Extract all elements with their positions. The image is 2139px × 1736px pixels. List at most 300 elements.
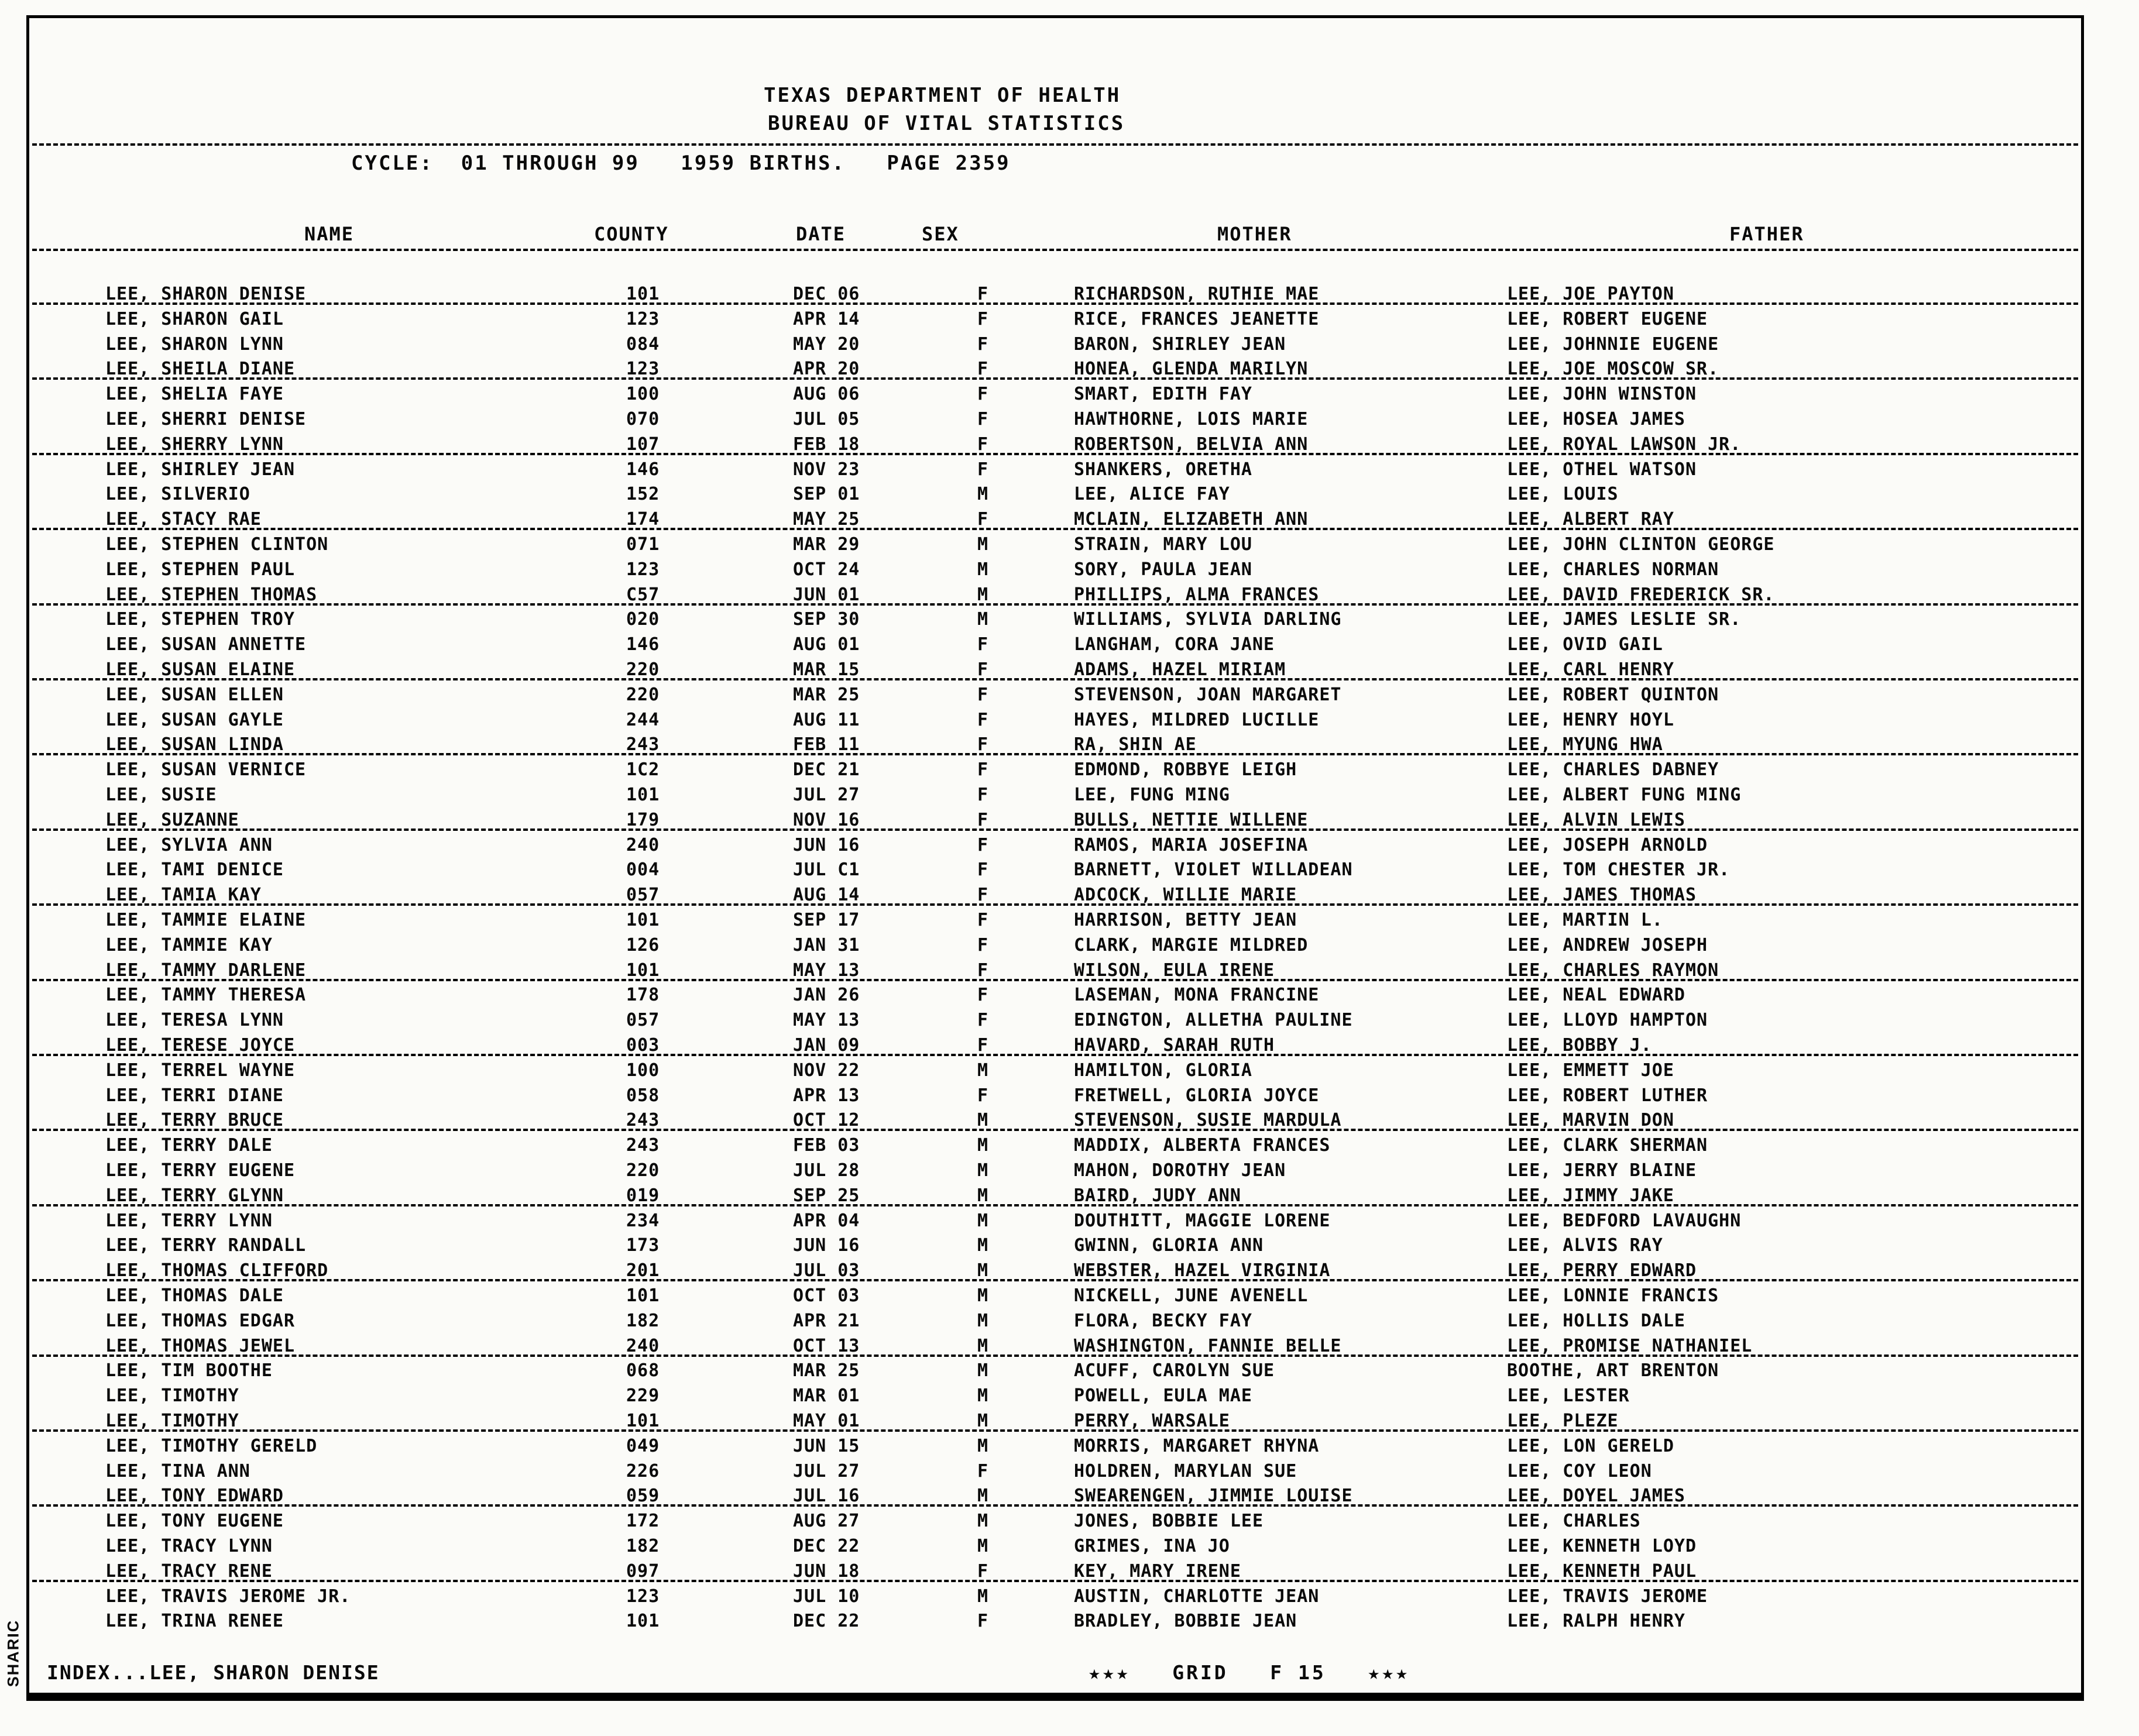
cell-father: LEE, CHARLES RAYMON	[1507, 960, 1719, 981]
cell-sex: F	[977, 759, 989, 781]
cell-mother: EDMOND, ROBBYE LEIGH	[1074, 759, 1297, 781]
table-row	[32, 532, 2078, 557]
table-row	[32, 1208, 2078, 1233]
cell-date: APR 20	[793, 359, 860, 380]
cell-date: MAR 01	[793, 1386, 860, 1407]
cell-county: 174	[626, 509, 660, 530]
table-row	[32, 958, 2078, 983]
cell-county: 240	[626, 834, 660, 855]
header-divider-line	[32, 143, 2078, 146]
cell-county: 226	[626, 1460, 660, 1481]
cell-name: LEE, SUSAN LINDA	[105, 734, 284, 755]
table-row	[32, 1058, 2078, 1083]
cell-father: LEE, LOUIS	[1507, 484, 1619, 505]
cell-date: APR 21	[793, 1310, 860, 1331]
col-header-date: DATE	[796, 223, 846, 245]
cell-mother: LASEMAN, MONA FRANCINE	[1074, 985, 1320, 1006]
cell-mother: MCLAIN, ELIZABETH ANN	[1074, 509, 1309, 530]
cell-county: 240	[626, 1335, 660, 1356]
cell-sex: F	[977, 834, 989, 855]
cell-county: 101	[626, 960, 660, 981]
cell-sex: F	[977, 459, 989, 480]
cell-name: LEE, SUSAN ANNETTE	[105, 634, 307, 655]
cell-county: 243	[626, 734, 660, 755]
cell-father: LEE, ALVIN LEWIS	[1507, 809, 1685, 830]
cell-name: LEE, TRINA RENEE	[105, 1611, 284, 1632]
cell-county: 084	[626, 334, 660, 355]
cell-county: 201	[626, 1260, 660, 1281]
cell-mother: WILLIAMS, SYLVIA DARLING	[1074, 609, 1342, 630]
cell-name: LEE, TAMMY DARLENE	[105, 960, 307, 981]
cell-date: MAR 29	[793, 534, 860, 555]
cell-date: JUN 01	[793, 584, 860, 605]
cell-name: LEE, SHERRY LYNN	[105, 434, 284, 455]
cell-name: LEE, TRACY RENE	[105, 1560, 273, 1582]
cell-county: 173	[626, 1235, 660, 1256]
table-row	[32, 307, 2078, 332]
cell-date: JUL 28	[793, 1160, 860, 1181]
cell-sex: M	[977, 1285, 989, 1306]
cell-father: LEE, ROBERT EUGENE	[1507, 308, 1708, 329]
cell-father: LEE, JOSEPH ARNOLD	[1507, 834, 1708, 855]
cell-sex: F	[977, 634, 989, 655]
cell-father: LEE, CHARLES NORMAN	[1507, 559, 1719, 580]
cell-name: LEE, SUSAN ELLEN	[105, 684, 284, 705]
cell-mother: BRADLEY, BOBBIE JEAN	[1074, 1611, 1297, 1632]
cell-mother: MADDIX, ALBERTA FRANCES	[1074, 1135, 1331, 1156]
cell-name: LEE, TIMOTHY	[105, 1411, 239, 1431]
bureau-title: BUREAU OF VITAL STATISTICS	[768, 112, 1125, 135]
cell-sex: F	[977, 1560, 989, 1582]
table-row	[32, 1459, 2078, 1484]
cell-sex: F	[977, 985, 989, 1006]
table-row	[32, 1133, 2078, 1158]
cell-sex: F	[977, 334, 989, 355]
cell-county: 152	[626, 484, 660, 505]
cell-sex: M	[977, 484, 989, 505]
cell-mother: BARNETT, VIOLET WILLADEAN	[1074, 860, 1353, 881]
cell-name: LEE, TERESE JOYCE	[105, 1035, 296, 1056]
cell-father: LEE, HOLLIS DALE	[1507, 1310, 1685, 1331]
cell-mother: BULLS, NETTIE WILLENE	[1074, 809, 1309, 830]
cell-date: OCT 13	[793, 1335, 860, 1356]
cell-mother: SWEARENGEN, JIMMIE LOUISE	[1074, 1486, 1353, 1507]
cell-county: 070	[626, 409, 660, 429]
cell-sex: F	[977, 434, 989, 455]
cell-county: C57	[626, 584, 660, 605]
cell-date: DEC 22	[793, 1611, 860, 1632]
table-row	[32, 1158, 2078, 1183]
cell-mother: LEE, FUNG MING	[1074, 785, 1230, 805]
cell-name: LEE, TERRY LYNN	[105, 1210, 273, 1231]
cell-name: LEE, TERRY EUGENE	[105, 1160, 296, 1181]
cell-county: 020	[626, 609, 660, 630]
cell-sex: F	[977, 860, 989, 881]
cell-father: LEE, LESTER	[1507, 1386, 1630, 1407]
table-row	[32, 557, 2078, 582]
cell-name: LEE, STEPHEN THOMAS	[105, 584, 318, 605]
cell-mother: STEVENSON, JOAN MARGARET	[1074, 684, 1342, 705]
table-row	[32, 1108, 2078, 1133]
cell-name: LEE, TERRY RANDALL	[105, 1235, 307, 1256]
cell-father: LEE, PERRY EDWARD	[1507, 1260, 1697, 1281]
cell-father: BOOTHE, ART BRENTON	[1507, 1360, 1719, 1381]
cell-name: LEE, SHARON DENISE	[105, 284, 307, 304]
cell-mother: MAHON, DOROTHY JEAN	[1074, 1160, 1286, 1181]
cell-father: LEE, HOSEA JAMES	[1507, 409, 1685, 429]
cell-date: JUL 16	[793, 1486, 860, 1507]
cell-sex: M	[977, 1135, 989, 1156]
table-row	[32, 381, 2078, 407]
col-header-county: COUNTY	[594, 223, 669, 245]
cell-date: MAY 13	[793, 1010, 860, 1031]
cell-name: LEE, SHARON GAIL	[105, 308, 284, 329]
cell-sex: M	[977, 1210, 989, 1231]
cell-name: LEE, TIM BOOTHE	[105, 1360, 273, 1381]
cell-father: LEE, CHARLES	[1507, 1511, 1641, 1532]
cell-county: 182	[626, 1536, 660, 1556]
table-row	[32, 482, 2078, 507]
cell-county: 243	[626, 1135, 660, 1156]
cell-name: LEE, SILVERIO	[105, 484, 250, 505]
cell-father: LEE, TRAVIS JEROME	[1507, 1586, 1708, 1607]
cell-mother: GWINN, GLORIA ANN	[1074, 1235, 1264, 1256]
cell-mother: SMART, EDITH FAY	[1074, 384, 1252, 405]
cell-date: AUG 11	[793, 709, 860, 730]
cell-father: LEE, NEAL EDWARD	[1507, 985, 1685, 1006]
cell-father: LEE, JERRY BLAINE	[1507, 1160, 1697, 1181]
footer-grid-label: ★★★ GRID F 15 ★★★	[1089, 1661, 1410, 1684]
cell-father: LEE, OVID GAIL	[1507, 634, 1663, 655]
cell-county: 229	[626, 1386, 660, 1407]
table-row	[32, 1534, 2078, 1559]
cell-name: LEE, SHIRLEY JEAN	[105, 459, 296, 480]
cell-date: NOV 23	[793, 459, 860, 480]
cell-sex: F	[977, 785, 989, 805]
cell-father: LEE, JIMMY JAKE	[1507, 1185, 1674, 1206]
cell-date: JUL 10	[793, 1586, 860, 1607]
cell-name: LEE, TAMI DENICE	[105, 860, 284, 881]
cell-mother: FRETWELL, GLORIA JOYCE	[1074, 1085, 1320, 1106]
cell-father: LEE, HENRY HOYL	[1507, 709, 1674, 730]
cell-mother: HAVARD, SARAH RUTH	[1074, 1035, 1275, 1056]
cell-county: 101	[626, 1285, 660, 1306]
table-row	[32, 281, 2078, 307]
cell-father: LEE, DAVID FREDERICK SR.	[1507, 584, 1775, 605]
cell-date: JUL 27	[793, 785, 860, 805]
cell-mother: HONEA, GLENDA MARILYN	[1074, 359, 1309, 380]
cell-date: DEC 06	[793, 284, 860, 304]
table-row	[32, 807, 2078, 833]
cell-date: MAY 01	[793, 1411, 860, 1431]
cell-county: 234	[626, 1210, 660, 1231]
table-row	[32, 782, 2078, 807]
table-row	[32, 682, 2078, 707]
cell-county: 019	[626, 1185, 660, 1206]
table-row	[32, 732, 2078, 757]
cell-name: LEE, TERESA LYNN	[105, 1010, 284, 1031]
cell-mother: DOUTHITT, MAGGIE LORENE	[1074, 1210, 1331, 1231]
cell-date: JUN 18	[793, 1560, 860, 1582]
cell-name: LEE, TIMOTHY	[105, 1386, 239, 1407]
table-row	[32, 1408, 2078, 1434]
cell-father: LEE, PLEZE	[1507, 1411, 1619, 1431]
cell-father: LEE, LLOYD HAMPTON	[1507, 1010, 1708, 1031]
cell-sex: M	[977, 1435, 989, 1456]
cell-sex: F	[977, 1035, 989, 1056]
cell-date: MAY 20	[793, 334, 860, 355]
cell-name: LEE, TONY EDWARD	[105, 1486, 284, 1507]
cell-date: MAR 25	[793, 1360, 860, 1381]
cell-mother: HAWTHORNE, LOIS MARIE	[1074, 409, 1309, 429]
cell-father: LEE, MARVIN DON	[1507, 1110, 1674, 1131]
table-row	[32, 1559, 2078, 1584]
table-row	[32, 1584, 2078, 1609]
cell-date: OCT 12	[793, 1110, 860, 1131]
cell-name: LEE, TERRY GLYNN	[105, 1185, 284, 1206]
cell-date: AUG 01	[793, 634, 860, 655]
cell-mother: SORY, PAULA JEAN	[1074, 559, 1252, 580]
cell-sex: F	[977, 659, 989, 680]
cell-father: LEE, ALVIS RAY	[1507, 1235, 1663, 1256]
cell-county: 068	[626, 1360, 660, 1381]
cell-mother: SHANKERS, ORETHA	[1074, 459, 1252, 480]
cell-date: MAY 13	[793, 960, 860, 981]
cell-county: 101	[626, 284, 660, 304]
cell-mother: RICHARDSON, RUTHIE MAE	[1074, 284, 1320, 304]
cell-name: LEE, STEPHEN CLINTON	[105, 534, 329, 555]
cell-name: LEE, TRAVIS JEROME JR.	[105, 1586, 351, 1607]
cell-county: 220	[626, 1160, 660, 1181]
cell-mother: RA, SHIN AE	[1074, 734, 1197, 755]
cell-sex: F	[977, 509, 989, 530]
cell-father: LEE, JOE MOSCOW SR.	[1507, 359, 1719, 380]
table-row	[32, 907, 2078, 933]
cell-mother: ROBERTSON, BELVIA ANN	[1074, 434, 1309, 455]
cell-name: LEE, SUSAN GAYLE	[105, 709, 284, 730]
footer-index-label: INDEX...LEE, SHARON DENISE	[47, 1661, 380, 1684]
cell-sex: M	[977, 1260, 989, 1281]
table-row	[32, 1483, 2078, 1508]
cell-mother: WASHINGTON, FANNIE BELLE	[1074, 1335, 1342, 1356]
cell-name: LEE, TERRI DIANE	[105, 1085, 284, 1106]
cell-county: 101	[626, 1611, 660, 1632]
cell-sex: F	[977, 359, 989, 380]
cell-sex: F	[977, 960, 989, 981]
table-row	[32, 1258, 2078, 1283]
cell-date: JUN 16	[793, 834, 860, 855]
cell-county: 172	[626, 1511, 660, 1532]
cell-date: FEB 18	[793, 434, 860, 455]
cell-sex: M	[977, 1411, 989, 1431]
cell-name: LEE, TIMOTHY GERELD	[105, 1435, 318, 1456]
cell-county: 003	[626, 1035, 660, 1056]
table-row	[32, 657, 2078, 682]
cell-mother: EDINGTON, ALLETHA PAULINE	[1074, 1010, 1353, 1031]
col-header-father: FATHER	[1729, 223, 1804, 245]
table-row	[32, 432, 2078, 457]
cell-sex: F	[977, 1460, 989, 1481]
cell-sex: M	[977, 1110, 989, 1131]
cell-mother: JONES, BOBBIE LEE	[1074, 1511, 1264, 1532]
table-row	[32, 707, 2078, 733]
cell-name: LEE, SHERRI DENISE	[105, 409, 307, 429]
cell-county: 049	[626, 1435, 660, 1456]
cell-county: 179	[626, 809, 660, 830]
cell-father: LEE, JAMES LESLIE SR.	[1507, 609, 1742, 630]
cell-father: LEE, CLARK SHERMAN	[1507, 1135, 1708, 1156]
table-row	[32, 982, 2078, 1008]
table-row	[32, 607, 2078, 632]
cell-county: 100	[626, 1060, 660, 1081]
cell-date: DEC 22	[793, 1536, 860, 1556]
cell-mother: LEE, ALICE FAY	[1074, 484, 1230, 505]
cell-name: LEE, TERRY BRUCE	[105, 1110, 284, 1131]
cell-sex: F	[977, 384, 989, 405]
cell-sex: F	[977, 308, 989, 329]
cell-mother: HARRISON, BETTY JEAN	[1074, 910, 1297, 930]
cell-name: LEE, SUSAN ELAINE	[105, 659, 296, 680]
table-row	[32, 933, 2078, 958]
cell-date: OCT 03	[793, 1285, 860, 1306]
cell-name: LEE, THOMAS DALE	[105, 1285, 284, 1306]
cell-mother: GRIMES, INA JO	[1074, 1536, 1230, 1556]
cell-name: LEE, SUSIE	[105, 785, 217, 805]
cell-sex: F	[977, 284, 989, 304]
cell-father: LEE, JOHN WINSTON	[1507, 384, 1697, 405]
cell-name: LEE, TRACY LYNN	[105, 1536, 273, 1556]
table-row	[32, 1183, 2078, 1208]
cell-sex: F	[977, 809, 989, 830]
table-row	[32, 1008, 2078, 1033]
table-row	[32, 1033, 2078, 1058]
cell-county: 182	[626, 1310, 660, 1331]
cell-sex: M	[977, 1486, 989, 1507]
cell-name: LEE, SYLVIA ANN	[105, 834, 273, 855]
table-row	[32, 407, 2078, 432]
cell-name: LEE, SUSAN VERNICE	[105, 759, 307, 781]
cell-date: JUL 27	[793, 1460, 860, 1481]
cell-county: 220	[626, 684, 660, 705]
cell-sex: M	[977, 1360, 989, 1381]
cell-name: LEE, STEPHEN TROY	[105, 609, 296, 630]
cell-sex: M	[977, 1511, 989, 1532]
table-row	[32, 1233, 2078, 1258]
cell-sex: F	[977, 885, 989, 906]
cell-county: 107	[626, 434, 660, 455]
cell-father: LEE, PROMISE NATHANIEL	[1507, 1335, 1753, 1356]
cell-name: LEE, SHARON LYNN	[105, 334, 284, 355]
cell-father: LEE, CARL HENRY	[1507, 659, 1674, 680]
cell-mother: RAMOS, MARIA JOSEFINA	[1074, 834, 1309, 855]
table-row	[32, 833, 2078, 858]
cell-county: 243	[626, 1110, 660, 1131]
cell-sex: M	[977, 609, 989, 630]
cell-father: LEE, LON GERELD	[1507, 1435, 1674, 1456]
cell-sex: M	[977, 1060, 989, 1081]
cell-name: LEE, TERRY DALE	[105, 1135, 273, 1156]
cell-county: 100	[626, 384, 660, 405]
cell-sex: M	[977, 1310, 989, 1331]
cell-date: SEP 01	[793, 484, 860, 505]
cell-father: LEE, TOM CHESTER JR.	[1507, 860, 1731, 881]
cell-name: LEE, STACY RAE	[105, 509, 262, 530]
cell-date: SEP 25	[793, 1185, 860, 1206]
cell-date: AUG 14	[793, 885, 860, 906]
cell-father: LEE, BOBBY J.	[1507, 1035, 1652, 1056]
cycle-page-line: CYCLE: 01 THROUGH 99 1959 BIRTHS. PAGE 2359	[351, 152, 1011, 175]
table-row	[32, 507, 2078, 532]
table-row	[32, 332, 2078, 357]
cell-county: 146	[626, 634, 660, 655]
cell-date: OCT 24	[793, 559, 860, 580]
cell-mother: RICE, FRANCES JEANETTE	[1074, 308, 1320, 329]
cell-sex: M	[977, 1160, 989, 1181]
cell-county: 101	[626, 910, 660, 930]
cell-father: LEE, KENNETH PAUL	[1507, 1560, 1697, 1582]
cell-date: JUL C1	[793, 860, 860, 881]
table-row	[32, 1383, 2078, 1408]
cell-sex: F	[977, 1611, 989, 1632]
cell-county: 178	[626, 985, 660, 1006]
cell-father: LEE, JOHNNIE EUGENE	[1507, 334, 1719, 355]
cell-county: 101	[626, 1411, 660, 1431]
cell-date: DEC 21	[793, 759, 860, 781]
cell-date: JUN 16	[793, 1235, 860, 1256]
cell-name: LEE, STEPHEN PAUL	[105, 559, 296, 580]
table-row	[32, 1083, 2078, 1108]
cell-mother: FLORA, BECKY FAY	[1074, 1310, 1252, 1331]
cell-name: LEE, THOMAS CLIFFORD	[105, 1260, 329, 1281]
cell-mother: WEBSTER, HAZEL VIRGINIA	[1074, 1260, 1331, 1281]
agency-title: TEXAS DEPARTMENT OF HEALTH	[764, 84, 1121, 107]
cell-sex: M	[977, 1386, 989, 1407]
cell-father: LEE, KENNETH LOYD	[1507, 1536, 1697, 1556]
cell-county: 244	[626, 709, 660, 730]
cell-mother: STEVENSON, SUSIE MARDULA	[1074, 1110, 1342, 1131]
table-row	[32, 1283, 2078, 1308]
cell-mother: BARON, SHIRLEY JEAN	[1074, 334, 1286, 355]
cell-sex: M	[977, 584, 989, 605]
cell-sex: F	[977, 910, 989, 930]
cell-father: LEE, RALPH HENRY	[1507, 1611, 1685, 1632]
cell-county: 126	[626, 934, 660, 955]
cell-father: LEE, CHARLES DABNEY	[1507, 759, 1719, 781]
cell-mother: WILSON, EULA IRENE	[1074, 960, 1275, 981]
cell-county: 057	[626, 885, 660, 906]
table-row	[32, 582, 2078, 607]
cell-name: LEE, SHEILA DIANE	[105, 359, 296, 380]
cell-mother: MORRIS, MARGARET RHYNA	[1074, 1435, 1320, 1456]
cell-mother: HAYES, MILDRED LUCILLE	[1074, 709, 1320, 730]
table-row	[32, 757, 2078, 782]
cell-county: 058	[626, 1085, 660, 1106]
cell-date: NOV 22	[793, 1060, 860, 1081]
cell-name: LEE, THOMAS JEWEL	[105, 1335, 296, 1356]
cell-mother: ADAMS, HAZEL MIRIAM	[1074, 659, 1286, 680]
cell-date: SEP 17	[793, 910, 860, 930]
table-row	[32, 1308, 2078, 1333]
cell-name: LEE, SHELIA FAYE	[105, 384, 284, 405]
cell-father: LEE, BEDFORD LAVAUGHN	[1507, 1210, 1742, 1231]
cell-father: LEE, JOE PAYTON	[1507, 284, 1674, 304]
cell-father: LEE, OTHEL WATSON	[1507, 459, 1697, 480]
cell-date: MAR 15	[793, 659, 860, 680]
table-row	[32, 882, 2078, 907]
table-row	[32, 857, 2078, 882]
cell-name: LEE, TONY EUGENE	[105, 1511, 284, 1532]
cell-name: LEE, TAMIA KAY	[105, 885, 262, 906]
